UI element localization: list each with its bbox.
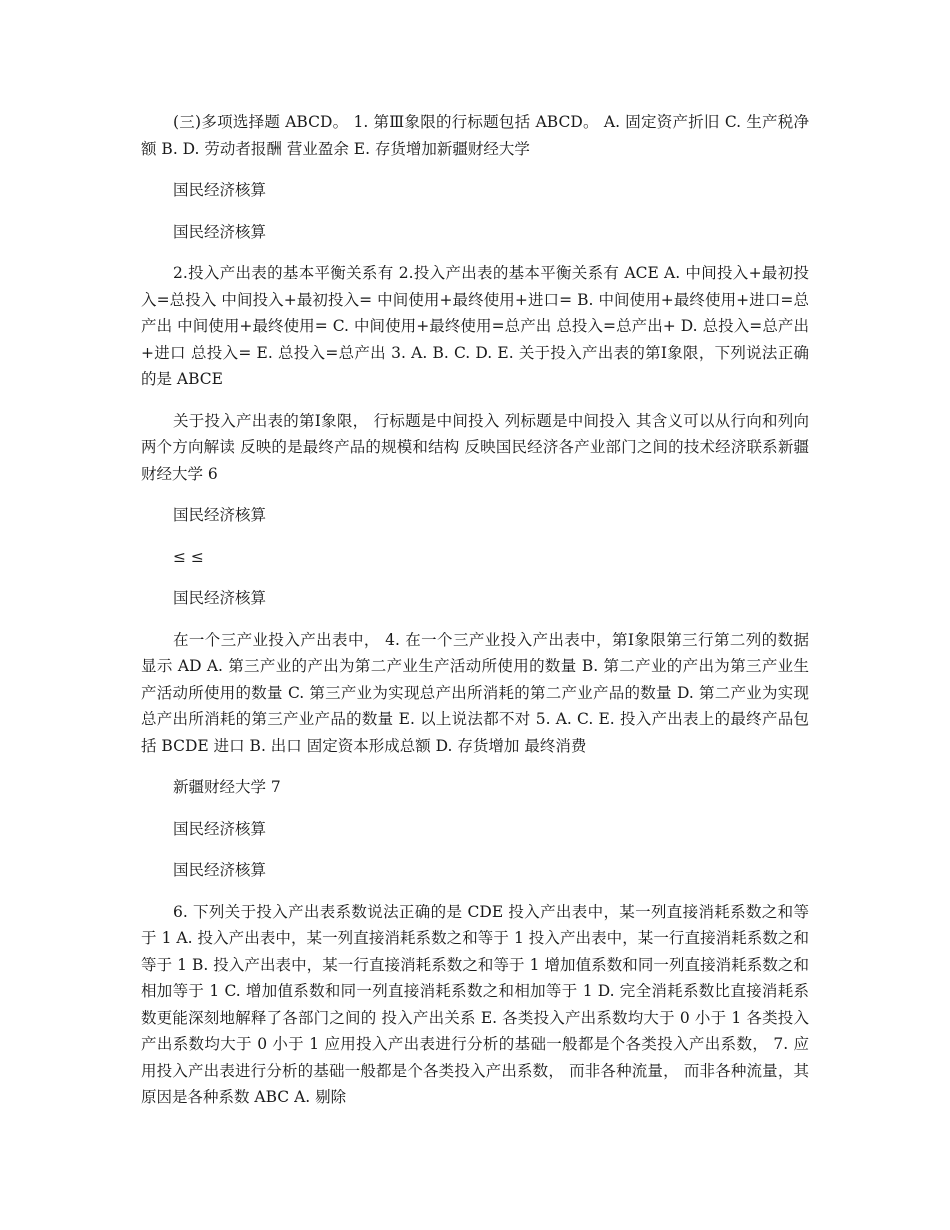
paragraph-q4-q5: 在一个三产业投入产出表中， 4. 在一个三产业投入产出表中，第Ⅰ象限第三行第二列的数据 显示 AD A. 第三产业的产出为第二产业生产活动所使用的数量 B. 第二产业的产出为第三产业生产活动所使用的数量 C. 第三产业为实现总产出所消耗的第二产业产品的数量 D. 第二产业为实现总产出所消耗的第三产业产品的数量 E. 以上说法都不对 5. A. C. E. 投入产出表上的最终产品包括 BCDE 进口 B. 出口 固定资本形成总额 D. 存货增加 最终消费	[141, 630, 809, 755]
paragraph-quadrant-one: 关于投入产出表的第Ⅰ象限， 行标题是中间投入 列标题是中间投入 其含义可以从行向和列向两个方向解读 反映的是最终产品的规模和结构 反映国民经济各产业部门之间的技术经济联系新疆财经大学 6	[141, 411, 809, 483]
paragraph-header-note: 国民经济核算	[173, 222, 267, 241]
paragraph-footer-note: 新疆财经大学 7	[173, 778, 281, 796]
paragraph-header-note: 国民经济核算	[173, 181, 267, 199]
paragraph-header-note: 国民经济核算	[173, 506, 267, 524]
paragraph-header-note: 国民经济核算	[173, 819, 267, 838]
paragraph-multiple-choice-q1: (三)多项选择题 ABCD。 1. 第Ⅲ象限的行标题包括 ABCD。 A. 固定资产折旧 C. 生产税净额 B. D. 劳动者报酬 营业盈余 E. 存货增加新疆财经大学	[141, 113, 809, 158]
paragraph-header-note: 国民经济核算	[173, 589, 267, 607]
paragraph-q2-q3: 2.投入产出表的基本平衡关系有 2.投入产出表的基本平衡关系有 ACE A. 中间投入+最初投入=总投入 中间投入+最初投入= 中间使用+最终使用+进口= B. 中间使用+最终使用+进口=总产出 中间使用+最终使用= C. 中间使用+最终使用=总产出 总投入=总产出+ D. 总投入=总产出+进口 总投入= E. 总投入=总产出 3. A. B. C. D. E. 关于投入产出表的第Ⅰ象限，下列说法正确的是 ABCE	[141, 264, 809, 388]
paragraph-q6-q7: 6. 下列关于投入产出表系数说法正确的是 CDE 投入产出表中，某一列直接消耗系数之和等于 1 A. 投入产出表中，某一列直接消耗系数之和等于 1 投入产出表中，某一行直接消耗系数之和等于 1 B. 投入产出表中，某一行直接消耗系数之和等于 1 增加值系数和同一列直接消耗系数之和相加等于 1 C. 增加值系数和同一列直接消耗系数之和相加等于 1 D. 完全消耗系数比直接消耗系数更能深刻地解释了各部门之间的 投入产出关系 E. 各类投入产出系数均大于 0 小于 1 各类投入产出系数均大于 0 小于 1 应用投入产出表进行分析的基础一般都是个各类投入产出系数， 7. 应用投入产出表进行分析的基础一般都是个各类投入产出系数， 而非各种流量， 而非各种流量，其原因是各种系数 ABC A. 剔除	[141, 902, 809, 1106]
paragraph-header-note: 国民经济核算	[173, 861, 267, 879]
document-page	[141, 109, 809, 1126]
paragraph-symbols: ≤ ≤	[173, 547, 204, 566]
